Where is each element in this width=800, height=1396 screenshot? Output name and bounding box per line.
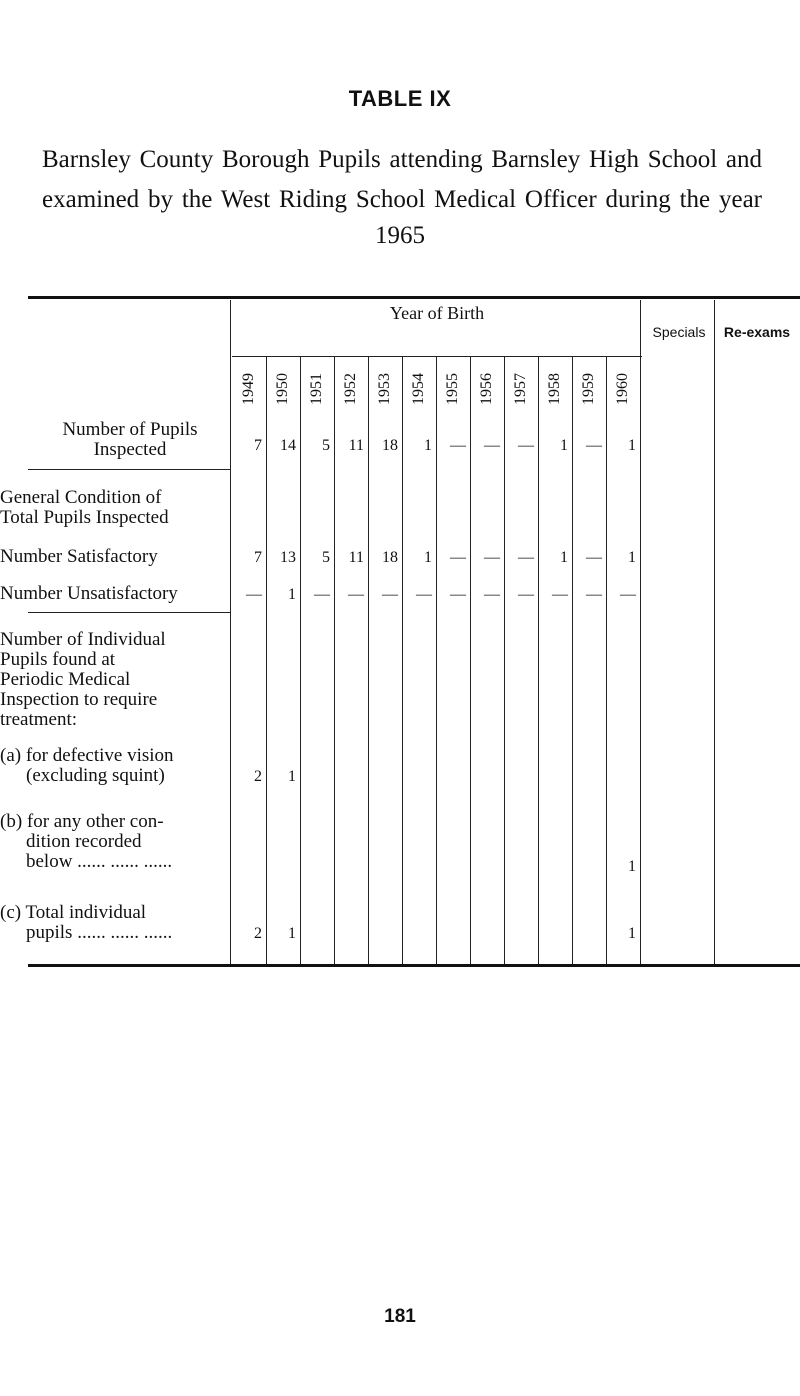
cell-unsatisfactory-1960: — [620, 586, 636, 603]
cell-inspected-1959: — [586, 437, 602, 454]
cell-satisfactory-1949: 7 [254, 549, 262, 566]
column-line [402, 356, 403, 964]
year-header-1949: 1949 [240, 373, 257, 405]
year-of-birth-header: Year of Birth [389, 303, 485, 323]
intro-text [42, 140, 762, 220]
table-title: TABLE IX [348, 86, 452, 111]
cell-unsatisfactory-1958: — [552, 586, 568, 603]
label-other: (b) for any other con- dition recorded below ...... ...... ...... [0, 811, 173, 872]
year-header-1951: 1951 [308, 373, 325, 405]
cell-total-1950: 1 [288, 925, 296, 942]
column-line [572, 356, 573, 964]
cell-vision-1949: 2 [254, 768, 262, 785]
label-inspected: Number of Pupils Inspected [62, 419, 198, 460]
column-line [606, 356, 607, 964]
column-line [334, 356, 335, 964]
cell-satisfactory-1955: — [450, 549, 466, 566]
cell-vision-1950: 1 [288, 768, 296, 785]
year-header-1957: 1957 [512, 373, 529, 405]
cell-other-1960: 1 [628, 858, 636, 875]
cell-unsatisfactory-1956: — [484, 586, 500, 603]
cell-satisfactory-1954: 1 [424, 549, 432, 566]
cell-satisfactory-1950: 13 [280, 549, 296, 566]
cell-unsatisfactory-1950: 1 [288, 586, 296, 603]
label-general-condition: General Condition of Total Pupils Inspected [0, 487, 169, 528]
label-total: (c) Total individual pupils ...... ...... ...... [0, 902, 173, 943]
column-line [266, 356, 267, 964]
cell-inspected-1956: — [484, 437, 500, 454]
year-header-1960: 1960 [614, 373, 631, 405]
year-header-1954: 1954 [410, 373, 427, 405]
intro-line-2: examined by the West Riding School Medical Officer during the year [42, 186, 762, 213]
intro-year: 1965 [375, 222, 425, 249]
column-line [504, 356, 505, 964]
cell-unsatisfactory-1955: — [450, 586, 466, 603]
label-unsatisfactory: Number Unsatisfactory [0, 583, 178, 604]
separator-year-header [232, 356, 642, 357]
cell-inspected-1951: 5 [322, 437, 330, 454]
cell-unsatisfactory-1953: — [382, 586, 398, 603]
label-vision: (a) for defective vision (excluding squint) [0, 745, 174, 786]
cell-unsatisfactory-1951: — [314, 586, 330, 603]
cell-satisfactory-1956: — [484, 549, 500, 566]
specials-header: Specials [652, 324, 706, 340]
year-header-1956: 1956 [478, 373, 495, 405]
column-line [300, 356, 301, 964]
cell-satisfactory-1953: 18 [382, 549, 398, 566]
column-line [368, 356, 369, 964]
cell-inspected-1953: 18 [382, 437, 398, 454]
cell-inspected-1954: 1 [424, 437, 432, 454]
cell-inspected-1958: 1 [560, 437, 568, 454]
column-line [538, 356, 539, 964]
column-line [714, 300, 715, 964]
column-line [470, 356, 471, 964]
cell-satisfactory-1952: 11 [348, 549, 364, 566]
year-header-1952: 1952 [342, 373, 359, 405]
cell-unsatisfactory-1952: — [348, 586, 364, 603]
year-header-1950: 1950 [274, 373, 291, 405]
cell-inspected-1950: 14 [280, 437, 296, 454]
year-header-1953: 1953 [376, 373, 393, 405]
table-top-rule [28, 296, 800, 299]
cell-inspected-1960: 1 [628, 437, 636, 454]
cell-satisfactory-1951: 5 [322, 549, 330, 566]
reexams-header: Re-exams [723, 324, 791, 340]
cell-satisfactory-1957: — [518, 549, 534, 566]
intro-line-1: Barnsley County Borough Pupils attending Barnsley High School and [42, 146, 762, 173]
column-line [640, 300, 641, 964]
page-number: 181 [384, 1306, 416, 1327]
cell-inspected-1957: — [518, 437, 534, 454]
table-bottom-rule [28, 964, 800, 967]
cell-satisfactory-1958: 1 [560, 549, 568, 566]
cell-inspected-1949: 7 [254, 437, 262, 454]
separator-unsatisfactory [28, 612, 230, 613]
cell-satisfactory-1960: 1 [628, 549, 636, 566]
label-satisfactory: Number Satisfactory [0, 546, 158, 567]
cell-unsatisfactory-1949: — [246, 586, 262, 603]
cell-unsatisfactory-1959: — [586, 586, 602, 603]
column-line [436, 356, 437, 964]
label-individual: Number of Individual Pupils found at Periodic Medical Inspection to require treatment: [0, 629, 166, 730]
cell-unsatisfactory-1957: — [518, 586, 534, 603]
cell-inspected-1955: — [450, 437, 466, 454]
cell-unsatisfactory-1954: — [416, 586, 432, 603]
cell-satisfactory-1959: — [586, 549, 602, 566]
cell-total-1949: 2 [254, 925, 262, 942]
year-header-1958: 1958 [546, 373, 563, 405]
year-header-1959: 1959 [580, 373, 597, 405]
column-line [230, 300, 231, 964]
year-header-1955: 1955 [444, 373, 461, 405]
cell-inspected-1952: 11 [348, 437, 364, 454]
cell-total-1960: 1 [628, 925, 636, 942]
separator-inspected [28, 469, 230, 470]
